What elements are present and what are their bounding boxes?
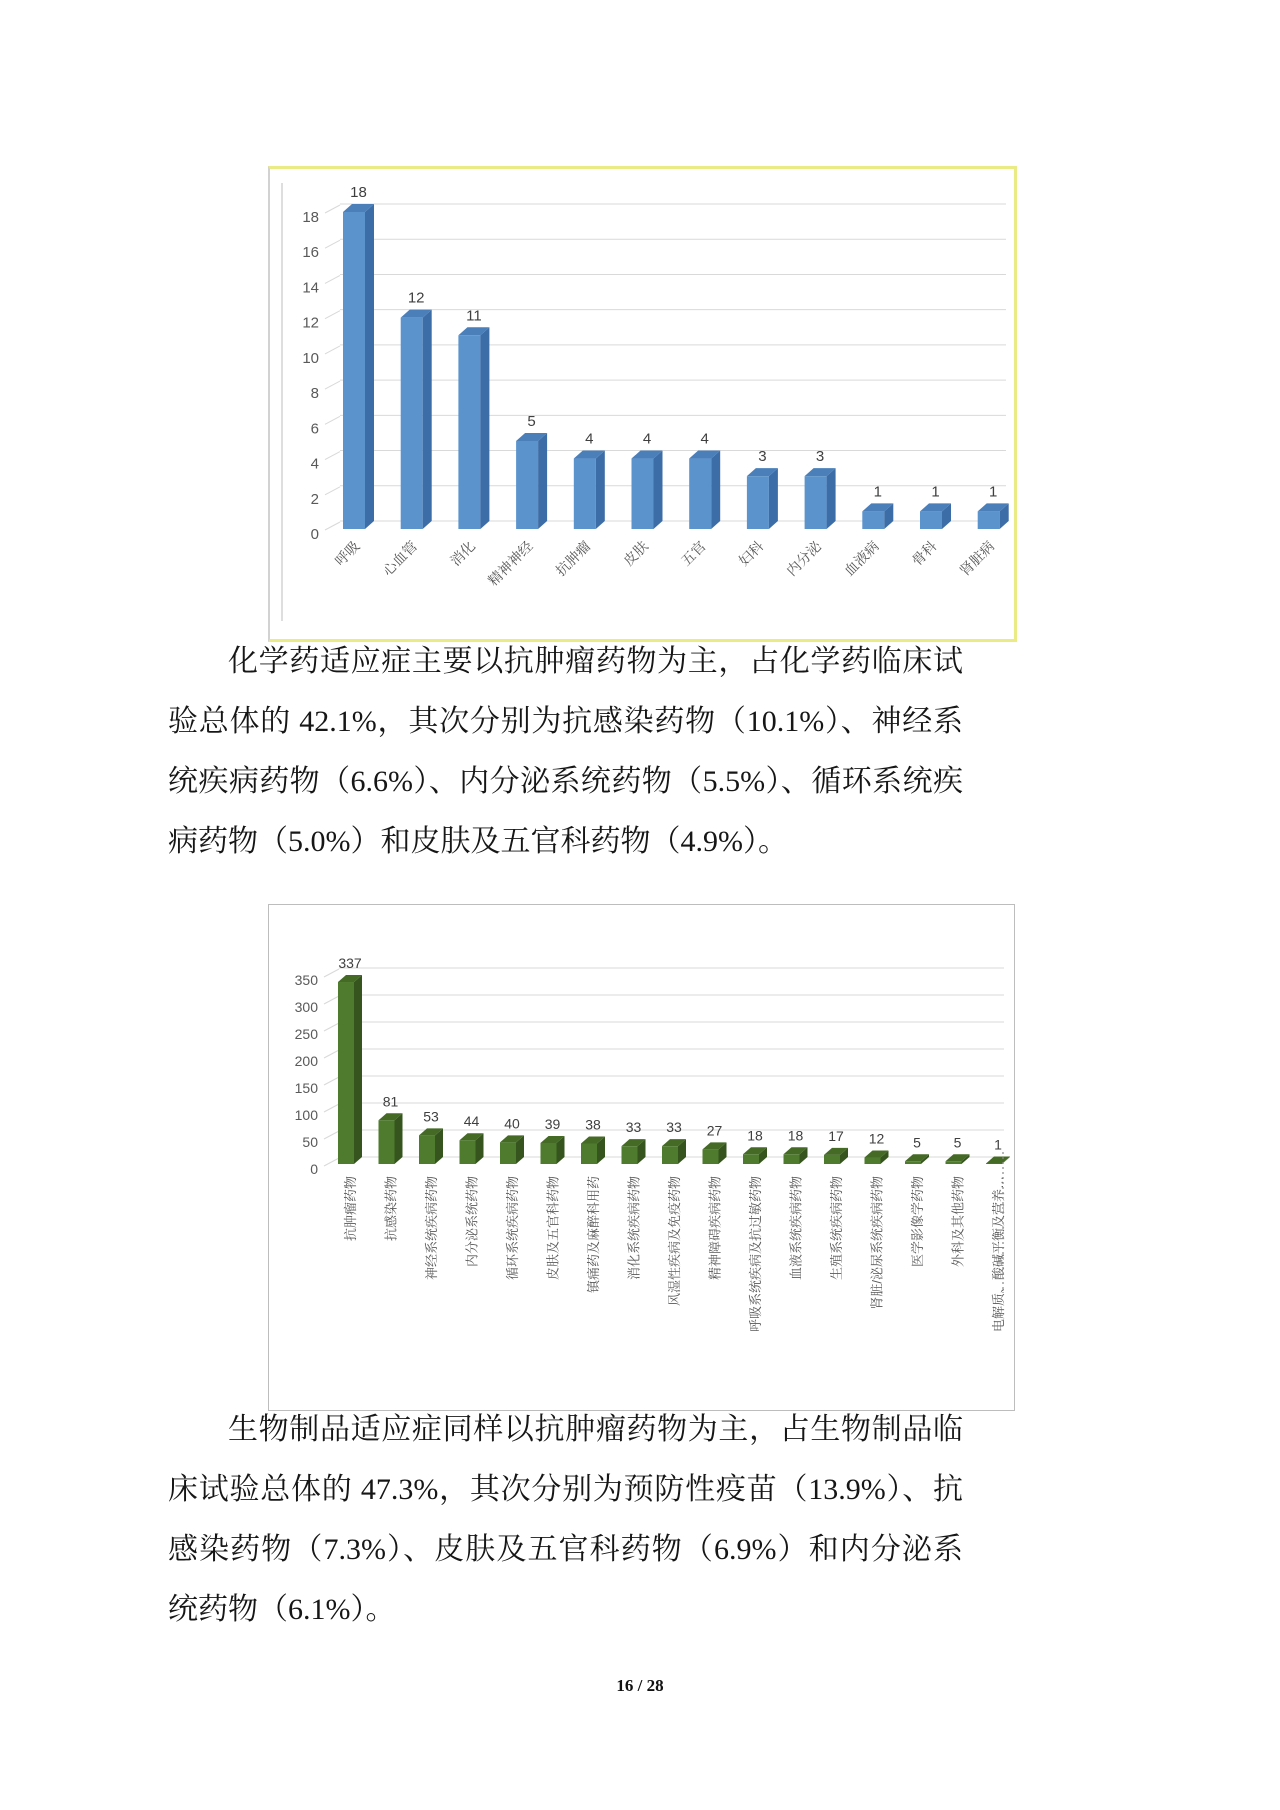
x-category-label: 抗肿瘤 [552,537,594,579]
bar-value-label: 33 [625,1119,642,1136]
bar-value-label: 1 [994,1136,1002,1153]
bar-front-face [784,1154,800,1164]
bar [743,1147,767,1164]
bar-value-label: 5 [527,412,536,430]
bar-side-face [365,204,374,529]
x-category-label: 抗感染药物 [383,1176,399,1242]
y-tick-label: 50 [302,1134,318,1150]
bar-front-face [338,982,354,1164]
bar-front-face [419,1135,435,1164]
paragraph-biologics: 生物制品适应症同样以抗肿瘤药物为主，占生物制品临床试验总体的 47.3%，其次分别为预防性疫苗（13.9%）、抗感染药物（7.3%）、皮肤及五官科药物（6.9%）和内分泌系统药物（6.1%）。 [168,1413,963,1626]
x-category-label: 抗肿瘤药物 [343,1176,358,1242]
bar-value-label: 4 [700,430,709,448]
x-category-label: 内分泌 [783,537,825,579]
y-tick-label: 16 [302,244,319,262]
bar-front-face [905,1161,921,1164]
y-tick-label: 18 [302,209,319,226]
bar [401,310,432,529]
tick-mark [325,522,340,530]
bar [824,1148,848,1164]
bar-value-label: 17 [828,1127,844,1144]
x-category-label: 肾脏/泌尿系统疾病药物 [869,1176,885,1310]
y-tick-label: 12 [302,314,319,332]
chart-chemical-drug-indications [268,166,1017,642]
chart-biologics-indications [268,904,1015,1411]
bar-value-label: 53 [423,1108,439,1125]
bar [622,1139,646,1164]
bar-front-face [946,1161,962,1164]
bar [662,1139,686,1164]
tick-mark [324,1023,339,1031]
tick-mark [325,452,340,460]
bar-side-face [596,451,605,529]
x-category-label: 循环系统疾病药物 [505,1176,520,1281]
bar [946,1154,970,1164]
bar-value-label: 27 [706,1122,723,1139]
bar-front-face [541,1143,557,1164]
bar-value-label: 5 [953,1134,962,1151]
y-tick-label: 8 [310,385,319,403]
bar-front-face [458,335,480,529]
bar-front-face [622,1146,638,1164]
y-tick-label: 150 [294,1080,318,1096]
bar-value-label: 81 [382,1093,399,1110]
bar-front-face [343,212,365,529]
bar-front-face [460,1140,476,1164]
bar-value-label: 4 [642,430,652,448]
bar-chart-canvas [269,905,1014,1410]
bar [500,1135,524,1164]
bar-side-face [769,468,778,529]
y-tick-label: 2 [310,490,319,508]
y-tick-label: 300 [294,999,318,1015]
bar-side-face [354,975,362,1164]
x-category-label: 消化 [446,537,479,569]
tick-mark [325,346,340,354]
bar-value-label: 1 [873,483,882,501]
y-tick-label: 250 [294,1026,318,1042]
tick-mark [324,1077,339,1085]
paragraph-chemical-drugs: 化学药适应症主要以抗肿瘤药物为主，占化学药临床试验总体的 42.1%，其次分别为抗感染药物（10.1%）、神经系统疾病药物（6.6%）、内分泌系统药物（5.5%）、循环系统疾病药物（5.0%）和皮肤及五官科药物（4.9%）。 [168,645,963,858]
bar-value-label: 3 [815,448,825,466]
y-tick-label: 10 [302,349,319,367]
bar-front-face [747,476,769,529]
bar [862,503,893,529]
bar-side-face [827,468,836,529]
x-category-label: 皮肤 [620,537,652,569]
x-category-label: 血液病 [840,537,882,579]
bar [379,1113,403,1164]
bar-side-face [395,1113,403,1164]
x-category-label: 电解质、酸碱平衡及营养… [991,1176,1006,1333]
bar-value-label: 1 [989,483,998,501]
bar-front-face [743,1154,759,1164]
bar [419,1128,443,1164]
bar-front-face [574,459,596,529]
bar [920,503,951,529]
bar-front-face [805,476,827,529]
bar [343,204,374,529]
bar-value-label: 44 [463,1113,480,1130]
bar-value-label: 5 [913,1134,921,1151]
y-tick-label: 100 [294,1107,318,1123]
bar-value-label: 3 [758,448,767,466]
bar [747,468,778,529]
bar-value-label: 4 [585,430,594,448]
tick-mark [324,1104,339,1112]
y-tick-label: 350 [294,972,318,988]
bar-front-face [632,459,654,529]
bar-front-face [920,511,942,529]
bar [805,468,836,529]
bar [458,327,489,529]
bar-front-face [824,1155,840,1164]
bar [581,1136,605,1164]
page-number: 16 / 28 [616,1676,664,1695]
bar-value-label: 1 [931,483,940,501]
x-category-label: 风湿性疾病及免疫药物 [667,1176,682,1307]
bar [541,1136,565,1164]
x-category-label: 血液系统疾病药物 [788,1176,804,1281]
x-category-label: 骨科 [908,537,940,569]
bar [516,433,547,529]
bar-front-face [500,1142,516,1164]
bar [338,975,362,1164]
x-category-label: 外科及其他药物 [950,1176,966,1268]
bar-value-label: 18 [350,184,367,201]
x-category-label: 消化系统疾病药物 [626,1176,642,1281]
bar-front-face [865,1158,881,1164]
bar-front-face [379,1120,395,1164]
tick-mark [325,205,340,213]
y-tick-label: 0 [310,1161,318,1177]
x-category-label: 妇科 [735,537,767,569]
x-category-label: 生殖系统疾病药物 [829,1176,844,1281]
bar [865,1151,889,1164]
bar-side-face [423,310,432,529]
bar-front-face [581,1143,597,1164]
tick-mark [325,416,340,424]
bar-side-face [654,451,663,529]
x-category-label: 呼吸系统疾病及抗过敏药物 [748,1176,763,1333]
tick-mark [325,487,340,495]
bar-value-label: 33 [666,1119,682,1136]
bar-value-label: 40 [504,1115,520,1132]
bar [986,1156,1010,1164]
x-category-label: 精神神经 [484,537,536,589]
bar-value-label: 11 [466,307,482,325]
bar-side-face [711,451,720,529]
x-category-label: 精神障碍疾病药物 [707,1176,723,1281]
bar-side-face [538,433,547,529]
x-category-label: 内分泌系统药物 [464,1176,480,1268]
bar [632,451,663,529]
bar-value-label: 38 [585,1116,601,1133]
y-tick-label: 4 [310,455,319,473]
tick-mark [325,275,340,283]
bar-value-label: 337 [338,955,362,972]
bar-front-face [986,1163,1002,1164]
bar [460,1133,484,1164]
bar-front-face [978,511,1000,529]
y-tick-label: 200 [294,1053,318,1069]
tick-mark [324,996,339,1004]
tick-mark [325,240,340,248]
x-category-label: 皮肤及五官科药物 [545,1176,561,1281]
x-category-label: 医学影像学药物 [910,1176,925,1268]
bar-value-label: 18 [747,1127,763,1144]
bar-side-face [480,327,489,529]
bar-value-label: 18 [787,1127,804,1144]
tick-mark [325,311,340,319]
tick-mark [325,381,340,389]
tick-mark [324,1050,339,1058]
tick-mark [324,969,339,977]
y-tick-label: 14 [302,279,319,297]
x-category-label: 呼吸 [331,537,363,569]
x-category-label: 肾脏病 [956,537,998,579]
bar-front-face [401,318,423,529]
y-tick-label: 6 [310,420,319,438]
bar-chart-canvas [270,169,1013,639]
bar-value-label: 12 [868,1130,885,1147]
bar [978,503,1009,529]
bar-front-face [662,1146,678,1164]
x-category-label: 镇痛药及麻醉科用药 [586,1176,601,1294]
bar-value-label: 39 [544,1115,561,1132]
y-tick-label: 0 [310,526,319,543]
bar-front-face [516,441,538,529]
bar [574,451,605,529]
x-category-label: 五官 [677,537,709,569]
bar [784,1147,808,1164]
bar [689,451,720,529]
tick-mark [324,1158,339,1166]
bar [703,1142,727,1164]
x-category-label: 神经系统疾病药物 [424,1176,439,1281]
bar-value-label: 12 [407,289,425,307]
bar-front-face [689,459,711,529]
bar [905,1154,929,1164]
tick-mark [324,1131,339,1139]
x-category-label: 心血管 [379,537,421,579]
bar-front-face [703,1149,719,1164]
bar-front-face [862,511,884,529]
